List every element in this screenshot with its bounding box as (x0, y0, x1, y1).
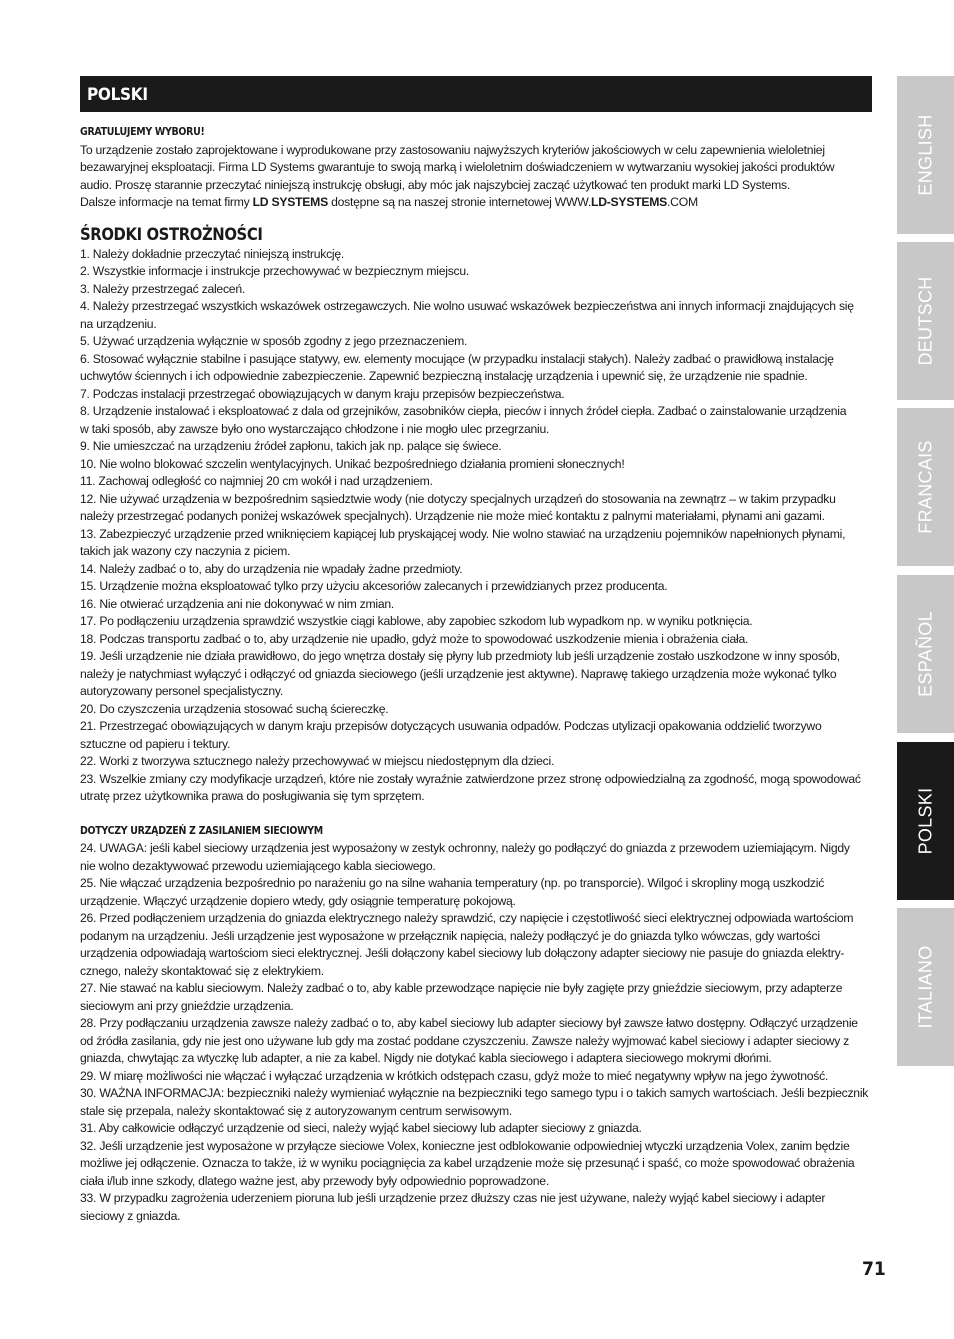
mains-line: sieciowym ani przy gnieździe urządzenia. (80, 998, 294, 1013)
mains-line: 24. UWAGA: jeśli kabel sieciowy urządzenia jest wyposażony w zestyk ochronny, należy go podłączyć do gniazda z przewodem uziemiającym. Nigdy (80, 841, 850, 855)
safety-line: 21. Przestrzegać obowiązujących w danym kraju przepisów dotyczących usuwania odpadów. Podczas utylizacji opakowania oddzielić tworzywo (80, 719, 822, 733)
section-header-title: POLSKI (87, 85, 148, 105)
safety-line: 16. Nie otwierać urządzenia ani nie dokonywać w nim zmian. (80, 596, 395, 611)
safety-instructions (80, 246, 872, 806)
safety-line: 6. Stosować wyłącznie stabilne i pasujące statywy, ew. elementy mocujące (w przypadku instalacji stałych). Należy zadbać o prawidłową instalację (80, 351, 834, 366)
mains-line: ciała i/lub inne szkody, dlatego ważne jest, aby przewody były odpowiednio poprowadzone. (80, 1173, 549, 1188)
mains-line: od źródła zasilania, gdy nie jest ono używane lub gdy ma zostać poddane czyszczeniu. Zawsze należy wyjmować kabel sieciowy i adapter sieciowy z (80, 1033, 850, 1048)
safety-line: takich jak wazony czy naczynia z piciem. (80, 544, 291, 558)
intro-line: To urządzenie zostało zaprojektowane i wyprodukowane przy zastosowaniu najwyższych kryteriów jakościowych w celu zapewnienia wieloletniej (80, 142, 825, 157)
safety-line: 7. Podczas instalacji przestrzegać obowiązujących w danym kraju przepisów bezpieczeństwa. (80, 386, 565, 401)
tab-espanol[interactable] (897, 575, 954, 733)
safety-line: 8. Urządzenie instalować i eksploatować z dala od grzejników, zasobników ciepła, pieców i innych źródeł ciepła. Zadbać o zainstalowanie urządzenia (80, 404, 847, 418)
safety-line: 22. Worki z tworzywa sztucznego należy przechowywać w miejscu niedostępnym dla dzieci. (80, 754, 555, 768)
mains-line: 30. WAŻNA INFORMACJA: bezpieczniki należy wymieniać wyłącznie na bezpieczniki tego samego typu i o takich samych wartościach. Jeśli bezpiecznik (80, 1086, 869, 1100)
mains-line: cznego, należy skontaktować się z elektrykiem. (80, 963, 324, 978)
mains-heading: DOTYCZY URZĄDZEŃ Z ZASILANIEM SIECIOWYM (80, 824, 323, 837)
safety-line: 18. Podczas transportu zadbać o to, aby urządzenie nie upadło, gdyż może to spowodować uszkodzenie mienia i obrażenia ciała. (80, 631, 749, 646)
tab-english[interactable] (897, 76, 954, 234)
tab-francais[interactable] (897, 408, 954, 566)
mains-line: sieciowy z gniazda. (80, 1208, 181, 1223)
safety-line: 15. Urządzenie można eksploatować tylko przy użyciu akcesoriów zalecanych i przewidzianych przez producenta. (80, 579, 668, 593)
mains-line: 28. Przy podłączaniu urządzenia zawsze należy zadbać o to, aby kabel sieciowy lub adapter sieciowy był zawsze łatwo dostępny. Odłączyć urządzenie (80, 1016, 858, 1030)
safety-title: ŚRODKI OSTROŻNOŚCI (80, 224, 263, 244)
brand-name: LD SYSTEMS (252, 195, 328, 209)
mains-line: stale się przepala, należy skontaktować się z autoryzowanym centrum serwisowym. (80, 1103, 513, 1118)
intro-line: bezawaryjnej eksploatacji. Firma LD Systems gwarantuje to swoją marką i wieloletnim doświadczeniem w wytwarzaniu wysokiej jakości produktów (80, 160, 835, 174)
tab-label: ESPAÑOL (915, 611, 935, 697)
mains-line: nie wolno dezaktywować przewodu uziemiającego kabla sieciowego. (80, 858, 436, 873)
mains-line: możliwe jej odłączenie. Oznacza to także, iż w wyniku pociągnięcia za kabel urządzenie może się przesunąć i spaść, co może spowodować obrażenia (80, 1156, 855, 1170)
safety-line: sztuczne od papieru i tektury. (80, 736, 231, 751)
intro-heading: GRATULUJEMY WYBORU! (80, 126, 205, 138)
safety-line: na urządzeniu. (80, 316, 157, 331)
safety-line: należy je natychmiast wyłączyć i odłączyć od gniazda sieciowego (jeśli urządzenie jest aktywne). Naprawę takiego urządzenia może wykonać tylko (80, 666, 837, 681)
mains-line: urządzenie. Włączyć urządzenie dopiero wtedy, gdy osiągnie temperaturę pokojową. (80, 893, 516, 908)
safety-line: 14. Należy zadbać o to, aby do urządzenia nie wpadały żadne przedmioty. (80, 561, 463, 576)
safety-line: 10. Nie wolno blokować szczelin wentylacyjnych. Unikać bezpośredniego działania promieni słonecznych! (80, 456, 625, 471)
safety-line: 1. Należy dokładnie przeczytać niniejszą instrukcję. (80, 246, 345, 261)
safety-line: w taki sposób, aby zawsze było ono wystarczająco chłodzone i nie mogło ulec przegrzaniu. (80, 421, 550, 436)
mains-line: podanym na urządzeniu. Jeśli urządzenie jest wyposażone w przełącznik napięcia, należy podłączyć je do gniazda tylko wówczas, gdy wartości (80, 928, 820, 943)
intro-more-text: .COM (667, 195, 698, 209)
tab-italiano[interactable] (897, 908, 954, 1066)
mains-line: 31. Aby całkowicie odłączyć urządzenie od sieci, należy wyjąć kabel sieciowy lub adapter sieciowy z gniazda. (80, 1121, 642, 1135)
safety-line: należy przestrzegać podanych poniżej wskazówek specjalnych). Urządzenie nie może mieć kontaktu z palnymi materiałami, płynami ani gazami. (80, 509, 825, 523)
safety-line: 5. Używać urządzenia wyłącznie w sposób zgodny z jego przeznaczeniem. (80, 334, 468, 348)
intro-more-text: Dalsze informacje na temat firmy (80, 195, 253, 209)
safety-line: 20. Do czyszczenia urządzenia stosować suchą ściereczkę. (80, 701, 389, 716)
mains-instructions (80, 840, 872, 1225)
safety-line: 3. Należy przestrzegać zaleceń. (80, 281, 245, 296)
intro-more-text: dostępne są na naszej stronie internetowej WWW. (327, 195, 591, 209)
safety-line: 19. Jeśli urządzenie nie działa prawidłowo, do jego wnętrza dostały się płyny lub przedmioty lub jeśli urządzenie zostało uszkodzone w inny sposób, (80, 649, 840, 663)
safety-line: 2. Wszystkie informacje i instrukcje przechowywać w bezpiecznym miejscu. (80, 264, 470, 278)
safety-line: 17. Po podłączeniu urządzenia sprawdzić wszystkie ciągi kablowe, aby zapobiec szkodom lub wypadkom np. w wyniku potknięcia. (80, 614, 753, 628)
safety-line: 4. Należy przestrzegać wszystkich wskazówek ostrzegawczych. Nie wolno usuwać wskazówek bezpieczeństwa ani innych informacji znajdujących się (80, 299, 854, 313)
mains-line: 33. W przypadku zagrożenia uderzeniem pioruna lub jeśli urządzenie przez dłuższy czas nie jest używane, należy wyjąć kabel sieciowy i adapter (80, 1191, 826, 1205)
safety-line: 11. Zachowaj odległość co najmniej 20 cm wokół i nad urządzeniem. (80, 474, 433, 488)
intro-line: audio. Proszę starannie przeczytać niniejszą instrukcję obsługi, aby móc jak najszybciej zacząć użytkować ten produkt marki LD Systems. (80, 177, 791, 192)
safety-line: 9. Nie umieszczać na urządzeniu źródeł zapłonu, takich jak np. palące się świece. (80, 439, 502, 453)
safety-line: 23. Wszelkie zmiany czy modyfikacje urządzeń, które nie zostały wyraźnie zatwierdzone przez stronę odpowiedzialną za zgodność, mogą spowodować (80, 771, 861, 786)
tab-label: ITALIANO (915, 945, 935, 1029)
mains-line: 26. Przed podłączeniem urządzenia do gniazda elektrycznego należy sprawdzić, czy napięcie i częstotliwość sieci elektrycznej odpowiada wartościom (80, 911, 854, 925)
mains-line: 25. Nie włączać urządzenia bezpośrednio po narażeniu go na silne wahania temperatury (np. po transporcie). Wilgoć i skropliny mogą uszkodzić (80, 876, 825, 890)
tab-deutsch[interactable] (897, 242, 954, 400)
mains-line: 27. Nie stawać na kablu sieciowym. Należy zadbać o to, aby kable przewodzące napięcie nie były zagięte przy gnieździe sieciowym, przy adapterze (80, 981, 843, 995)
intro-text (80, 142, 872, 212)
intro-more-line (80, 194, 872, 212)
page-number: 71 (862, 1258, 886, 1280)
safety-line: 12. Nie używać urządzenia w bezpośrednim sąsiedztwie wody (nie dotyczy specjalnych urządzeń do stosowania na zewnątrz – w takim przypadku (80, 491, 836, 506)
mains-line: urządzenia odpowiadają wartościom sieci elektrycznej. Jeśli dołączony kabel sieciowy lub dołączony adapter sieciowy nie pasuje do gniazda elektry- (80, 946, 845, 960)
mains-line: gniazda, chwytając za wtyczkę lub adapter, a nie za kabel. Nigdy nie dotykać kabla sieciowego i adaptera sieciowego mokrymi dłońmi. (80, 1051, 772, 1065)
tab-label: FRANCAIS (915, 440, 935, 534)
mains-line: 32. Jeśli urządzenie jest wyposażone w przyłącze sieciowe Volex, konieczne jest odblokowanie odpowiedniej wtyczki urządzenia Volex, zanim będzie (80, 1138, 850, 1153)
mains-line: 29. W miarę możliwości nie włączać i wyłączać urządzenia w krótkich odstępach czasu, gdyż może to mieć negatywny wpływ na jego żywotność. (80, 1068, 829, 1083)
safety-line: utratę przez użytkownika prawa do posługiwania się tym sprzętem. (80, 789, 425, 803)
website-domain[interactable]: LD-SYSTEMS (591, 195, 668, 209)
tab-label: DEUTSCH (915, 276, 935, 366)
page-content (80, 124, 872, 1225)
section-header (80, 76, 872, 112)
tab-polski[interactable] (897, 742, 954, 900)
tab-label: ENGLISH (915, 114, 935, 196)
safety-line: autoryzowany personel specjalistyczny. (80, 684, 283, 698)
safety-line: uchwytów ściennych i ich odpowiednie zabezpieczenie. Zapewnić bezpieczną instalację urządzenia i upewnić się, że urządzenie nie spadnie. (80, 369, 808, 383)
tab-label: POLSKI (915, 787, 935, 855)
safety-line: 13. Zabezpieczyć urządzenie przed wniknięciem kapiącej lub pryskającej wody. Nie wolno stawiać na urządzeniu pojemników napełnionych płynami, (80, 526, 846, 541)
